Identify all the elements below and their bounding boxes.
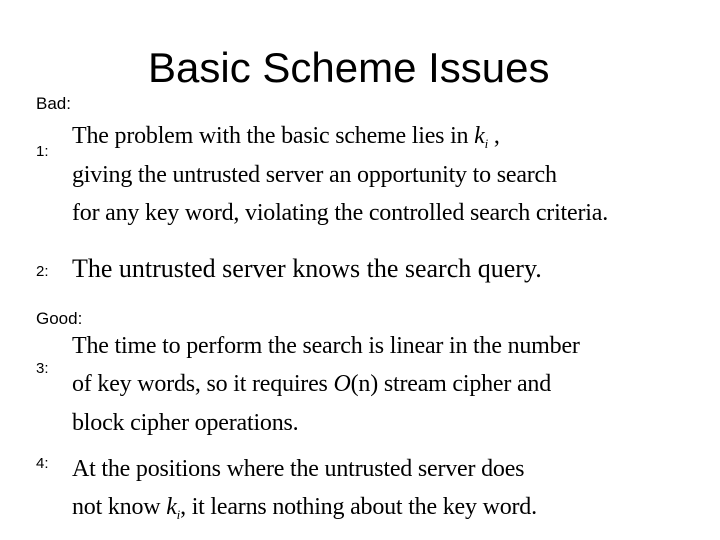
item-number-4: 4: [36,455,49,472]
item-3-line-2 [72,371,551,398]
i-subscript: i [484,136,489,151]
item-number-2: 2: [36,263,49,280]
bad-section-label: Bad: [36,94,71,113]
item-4-line-1: At the positions where the untrusted server does [72,456,525,482]
item-number-1: 1: [36,143,49,160]
item-4-line-2 [72,494,537,521]
item-2-line-1: The untrusted server knows the search query. [72,254,542,283]
item-1-line-2: giving the untrusted server an opportunity to search [72,162,557,188]
item-4-text-after: , it learns nothing about the key word. [180,494,537,520]
item-1-line-1 [72,123,500,150]
item-3-text-after: stream cipher and [383,371,552,397]
n-argument: (n) [350,371,379,397]
item-1-comma: , [493,123,500,149]
item-3-line-3: block cipher operations. [72,410,299,436]
k-variable: k [166,494,177,520]
item-4-text-before: not know [72,494,161,520]
item-3-text-before: of key words, so it requires [72,371,328,397]
big-o-symbol: O [333,371,351,397]
slide-title: Basic Scheme Issues [148,44,550,91]
item-1-text: The problem with the basic scheme lies in [72,123,469,149]
item-1-line-3: for any key word, violating the controlled search criteria. [72,200,608,226]
i-subscript: i [176,507,181,522]
item-3-line-1: The time to perform the search is linear in the number [72,333,580,359]
k-variable: k [474,123,485,149]
good-section-label: Good: [36,309,83,328]
item-number-3: 3: [36,360,49,377]
